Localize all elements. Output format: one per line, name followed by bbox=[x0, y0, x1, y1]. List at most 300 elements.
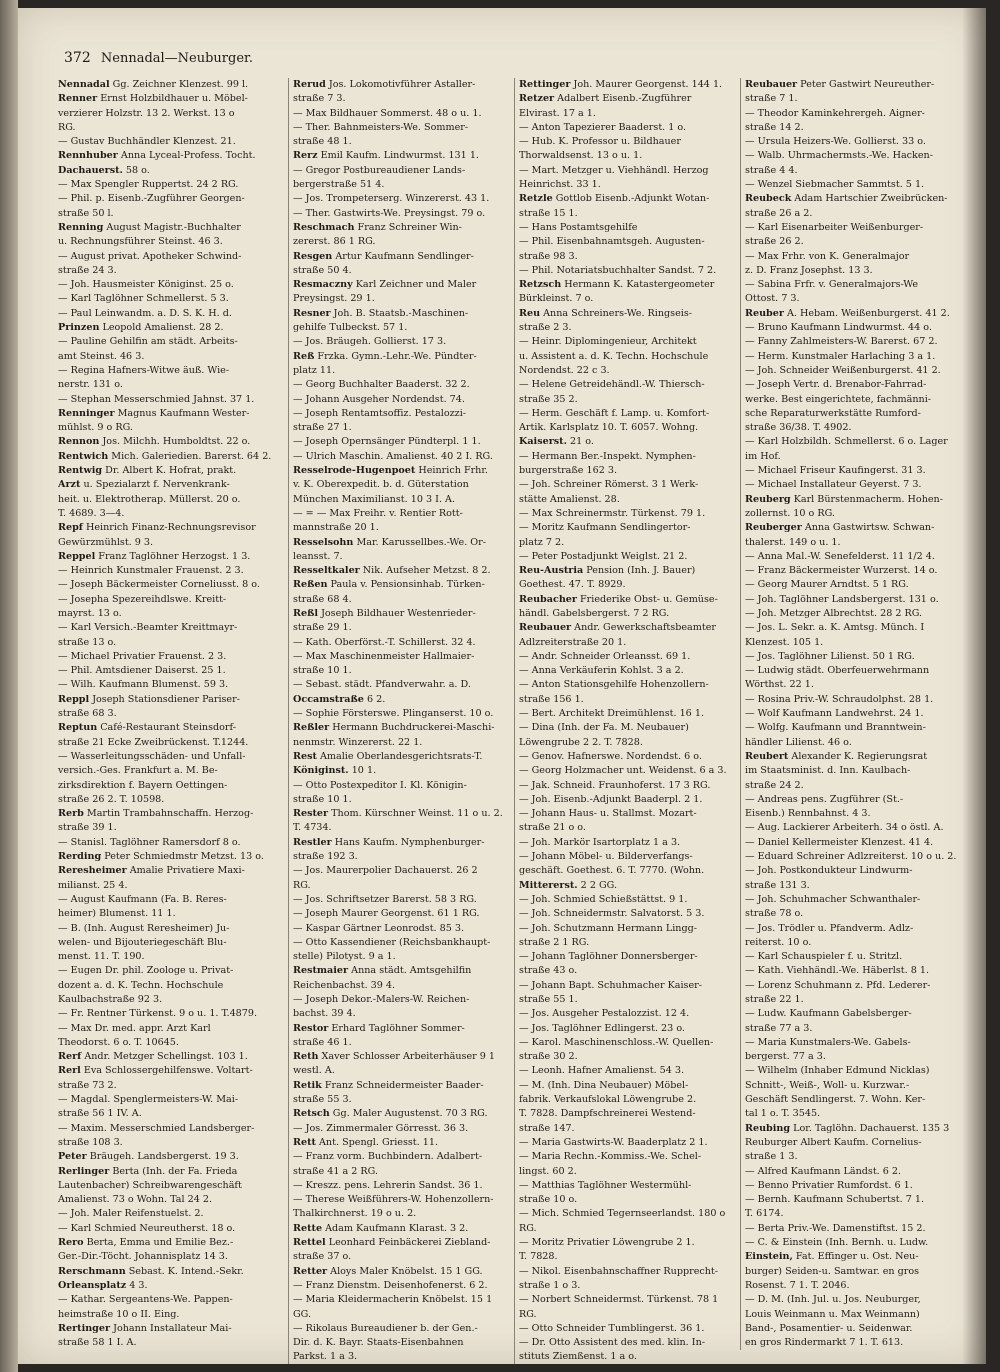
directory-entry: T. 7828. Dampfschreinerei Westend- bbox=[519, 1108, 696, 1120]
directory-entry: Reuber A. Hebam. Weißenburgerst. 41 2. bbox=[745, 307, 950, 319]
directory-entry: — Maria Rechn.-Kommiss.-We. Schel- bbox=[519, 1151, 702, 1163]
directory-entry: — Karl Schauspieler f. u. Stritzl. bbox=[745, 951, 903, 963]
directory-entry: Prinzen Leopold Amalienst. 28 2. bbox=[58, 322, 224, 334]
directory-entry: straße 2 3. bbox=[519, 322, 572, 334]
directory-entry: — Bert. Architekt Dreimühlenst. 16 1. bbox=[519, 708, 704, 720]
directory-entry: Retsch Gg. Maler Augustenst. 70 3 RG. bbox=[293, 1108, 488, 1120]
directory-entry: — Genov. Hafnerswe. Nordendst. 6 o. bbox=[519, 750, 702, 762]
directory-entry: — D. M. (Inh. Jul. u. Jos. Neuburger, bbox=[745, 1294, 921, 1306]
directory-entry: Rerf Andr. Metzger Schellingst. 103 1. bbox=[58, 1051, 248, 1063]
directory-entry: Rettinger Joh. Maurer Georgenst. 144 1. bbox=[519, 79, 723, 90]
directory-entry: en gros Rindermarkt 7 1. T. 613. bbox=[745, 1337, 904, 1349]
page-header bbox=[64, 50, 253, 66]
page-number: 372 bbox=[64, 50, 91, 66]
directory-entry: bergerst. 77 a 3. bbox=[745, 1051, 826, 1063]
directory-entry: Resner Joh. B. Staatsb.-Maschinen- bbox=[293, 307, 469, 319]
directory-entry: Reubing Lor. Taglöhn. Dachauerst. 135 3 bbox=[745, 1122, 950, 1134]
directory-entry: Retzer Adalbert Eisenb.-Zugführer bbox=[519, 93, 692, 105]
directory-entry: Heinrichst. 33 1. bbox=[519, 179, 601, 191]
directory-entry: straße 50 4. bbox=[293, 264, 352, 276]
directory-entry: — Hans Postamtsgehilfe bbox=[519, 221, 638, 233]
directory-entry: mühlst. 9 o RG. bbox=[58, 422, 133, 434]
directory-entry: Rest Amalie Oberlandesgerichtsrats-T. bbox=[293, 750, 483, 762]
directory-entry: tal 1 o. T. 3545. bbox=[745, 1108, 821, 1120]
directory-entry: Rette Adam Kaufmann Klarast. 3 2. bbox=[293, 1222, 469, 1234]
directory-column-3 bbox=[514, 78, 741, 1364]
directory-entry: Adlzreiterstraße 20 1. bbox=[519, 636, 627, 648]
directory-entry: — Rikolaus Bureaudiener b. der Gen.- bbox=[293, 1322, 478, 1334]
directory-entry: Arzt u. Spezialarzt f. Nervenkrank- bbox=[58, 479, 230, 491]
directory-entry: — Georg Maurer Arndtst. 5 1 RG. bbox=[745, 579, 909, 591]
directory-entry: — Karl Holzbildh. Schmellerst. 6 o. Lager bbox=[745, 436, 948, 448]
directory-entry: — Michael Friseur Kaufingerst. 31 3. bbox=[745, 465, 926, 477]
directory-entry: Thalkirchnerst. 19 o u. 2. bbox=[293, 1208, 417, 1220]
directory-page bbox=[18, 8, 986, 1364]
directory-entry: — Max Spengler Ruppertst. 24 2 RG. bbox=[58, 179, 239, 191]
directory-entry: — Bruno Kaufmann Lindwurmst. 44 o. bbox=[745, 322, 932, 334]
directory-entry: heimstraße 10 o II. Eing. bbox=[58, 1308, 180, 1320]
directory-entry: straße 68 3. bbox=[58, 708, 117, 720]
directory-entry: Rentwig Dr. Albert K. Hofrat, prakt. bbox=[58, 465, 237, 477]
directory-entry: Renning August Magistr.-Buchhalter bbox=[58, 221, 241, 233]
directory-entry: Klenzest. 105 1. bbox=[745, 636, 824, 648]
directory-entry: u. Rechnungsführer Steinst. 46 3. bbox=[58, 236, 223, 248]
directory-entry: — Johann Taglöhner Donnersberger- bbox=[519, 951, 698, 963]
directory-entry: gehilfe Tulbeckst. 57 1. bbox=[293, 322, 408, 334]
directory-entry: — Karl Schmied Neureutherst. 18 o. bbox=[58, 1222, 236, 1234]
directory-entry: straße 27 1. bbox=[293, 422, 352, 434]
directory-entry: Restler Hans Kaufm. Nymphenburger- bbox=[293, 836, 485, 848]
directory-entry: — Karol. Maschinenschloss.-W. Quellen- bbox=[519, 1036, 714, 1048]
book-spine bbox=[0, 0, 18, 1372]
directory-entry: Rerlinger Berta (Inh. der Fa. Frieda bbox=[58, 1165, 238, 1177]
directory-entry: Rennhuber Anna Lyceal-Profess. Tocht. bbox=[58, 150, 256, 162]
directory-entry: Reßen Paula v. Pensionsinhab. Türken- bbox=[293, 579, 485, 591]
directory-entry: Rosenst. 7 1. T. 2046. bbox=[745, 1279, 850, 1291]
directory-entry: — Moritz Kaufmann Sendlingertor- bbox=[519, 522, 691, 534]
directory-entry: — Pauline Gehilfin am städt. Arbeits- bbox=[58, 336, 238, 348]
directory-entry: — Magdal. Spenglermeisters-W. Mai- bbox=[58, 1094, 239, 1106]
directory-entry: Rentwich Mich. Galeriedien. Barerst. 64 2. bbox=[58, 450, 272, 462]
directory-entry: — Norbert Schneidermst. Türkenst. 78 1 bbox=[519, 1294, 719, 1306]
directory-entry: — Maria Kunstmalers-We. Gabels- bbox=[745, 1036, 911, 1048]
directory-entry: geschäft. Goethest. 6. T. 7770. (Wohn. bbox=[519, 865, 705, 877]
directory-entry: — Johann Möbel- u. Bilderverfangs- bbox=[519, 851, 693, 863]
page-edge-shadow bbox=[962, 8, 986, 1364]
directory-entry: Löwengrube 2 2. T. 7828. bbox=[519, 736, 643, 748]
directory-entry: reiterst. 10 o. bbox=[745, 936, 812, 948]
directory-entry: straße 4 4. bbox=[745, 164, 798, 176]
directory-entry: straße 26 2. bbox=[745, 236, 804, 248]
directory-entry: Reubacher Friederike Obst- u. Gemüse- bbox=[519, 593, 718, 605]
directory-entry: — Ludwig städt. Oberfeuerwehrmann bbox=[745, 665, 930, 677]
directory-entry: Nordendst. 22 c 3. bbox=[519, 364, 610, 376]
directory-entry: — Anton Tapezierer Baaderst. 1 o. bbox=[519, 121, 687, 133]
directory-entry: straße 131 3. bbox=[745, 879, 810, 891]
directory-entry: straße 14 2. bbox=[745, 121, 804, 133]
directory-entry: — Maria Gastwirts-W. Baaderplatz 2 1. bbox=[519, 1136, 708, 1148]
directory-entry: Reuburger Albert Kaufm. Cornelius- bbox=[745, 1136, 922, 1148]
directory-entry: straße 55 3. bbox=[293, 1094, 352, 1106]
directory-entry: — Wolf Kaufmann Landwehrst. 24 1. bbox=[745, 708, 924, 720]
directory-entry: Restmaier Anna städt. Amtsgehilfin bbox=[293, 965, 472, 977]
directory-entry: — Bernh. Kaufmann Schubertst. 7 1. bbox=[745, 1194, 925, 1206]
directory-entry: RG. bbox=[58, 121, 76, 133]
directory-entry: — Eduard Schreiner Adlzreiterst. 10 o u. 2. bbox=[745, 851, 957, 863]
directory-entry: Reubauer Peter Gastwirt Neureuther- bbox=[745, 79, 935, 90]
directory-entry: Retzsch Hermann K. Katastergeometer bbox=[519, 279, 715, 291]
directory-entry: Amalienst. 73 o Wohn. Tal 24 2. bbox=[58, 1194, 213, 1206]
directory-entry: — Wasserleitungsschäden- und Unfall- bbox=[58, 750, 246, 762]
directory-entry: — Otto Schneider Tumblingerst. 36 1. bbox=[519, 1322, 705, 1334]
directory-entry: — Joseph Rentamtsoffiz. Pestalozzi- bbox=[293, 407, 467, 419]
directory-entry: Resselsohn Mar. Karussellbes.-We. Or- bbox=[293, 536, 486, 548]
directory-entry: — Johann Bapt. Schuhmacher Kaiser- bbox=[519, 979, 702, 991]
directory-entry: Rerud Jos. Lokomotivführer Astaller- bbox=[293, 79, 476, 90]
directory-entry: straße 36/38. T. 4902. bbox=[745, 422, 852, 434]
directory-entry: straße 26 2. T. 10598. bbox=[58, 793, 165, 805]
directory-entry: — Franz vorm. Buchbindern. Adalbert- bbox=[293, 1151, 483, 1163]
directory-entry: straße 48 1. bbox=[293, 136, 352, 148]
directory-entry: Ottost. 7 3. bbox=[745, 293, 800, 305]
directory-entry: Ger.-Dir.-Töcht. Johannisplatz 14 3. bbox=[58, 1251, 228, 1263]
directory-entry: Orleansplatz 4 3. bbox=[58, 1279, 148, 1291]
directory-entry: — Gustav Buchhändler Klenzest. 21. bbox=[58, 136, 236, 148]
directory-entry: bachst. 39 4. bbox=[293, 1008, 356, 1020]
directory-entry: händl. Gabelsbergerst. 7 2 RG. bbox=[519, 607, 670, 619]
directory-entry: — Kaspar Gärtner Leonrodst. 85 3. bbox=[293, 922, 465, 934]
directory-entry: werke. Best eingerichtete, fachmänni- bbox=[745, 393, 932, 405]
directory-entry: straße 10 1. bbox=[293, 793, 352, 805]
directory-entry: u. Assistent a. d. K. Techn. Hochschule bbox=[519, 350, 709, 362]
directory-entry: mayrst. 13 o. bbox=[58, 607, 122, 619]
directory-entry: straße 7 1. bbox=[745, 93, 798, 105]
directory-entry: straße 147. bbox=[519, 1122, 575, 1134]
directory-entry: — Jos. Taglöhner Lilienst. 50 1 RG. bbox=[745, 650, 915, 662]
directory-entry: — Joseph Dekor.-Malers-W. Reichen- bbox=[293, 994, 470, 1005]
directory-entry: straße 13 o. bbox=[58, 636, 117, 648]
directory-entry: Preysingst. 29 1. bbox=[293, 293, 375, 305]
directory-entry: — Maria Kleidermacherin Knöbelst. 15 1 bbox=[293, 1294, 493, 1306]
directory-entry: T. 7828. bbox=[519, 1251, 558, 1263]
directory-entry: — Joseph Bäckermeister Corneliusst. 8 o. bbox=[58, 579, 260, 591]
directory-entry: fabrik. Verkaufslokal Löwengrube 2. bbox=[519, 1094, 697, 1106]
directory-entry: — Sophie Försterswe. Plinganserst. 10 o. bbox=[293, 708, 494, 720]
directory-entry: Reu Anna Schreiners-We. Ringseis- bbox=[519, 307, 693, 319]
directory-entry: — Phil. Amtsdiener Daiserst. 25 1. bbox=[58, 665, 226, 677]
directory-entry: — Michael Privatier Frauenst. 2 3. bbox=[58, 650, 227, 662]
directory-entry: — Fr. Rentner Türkenst. 9 o u. 1. T.4879. bbox=[58, 1008, 258, 1020]
directory-entry: — Ulrich Maschin. Amalienst. 40 2 I. RG. bbox=[293, 450, 493, 462]
directory-entry: — B. (Inh. August Reresheimer) Ju- bbox=[58, 922, 230, 934]
directory-entry: Retzle Gottlob Eisenb.-Adjunkt Wotan- bbox=[519, 193, 710, 205]
directory-entry: — Paul Leinwandm. a. D. S. K. H. d. bbox=[58, 307, 232, 319]
directory-entry: — Mich. Schmied Tegernseerlandst. 180 o bbox=[519, 1208, 726, 1220]
directory-entry: Renninger Magnus Kaufmann Wester- bbox=[58, 407, 250, 419]
directory-entry: — Kath. Viehhändl.-We. Häberlst. 8 1. bbox=[745, 965, 929, 977]
directory-entry: — Heinr. Diplomingenieur, Architekt bbox=[519, 336, 697, 348]
directory-entry: Kaulbachstraße 92 3. bbox=[58, 994, 163, 1005]
directory-entry: Bürkleinst. 7 o. bbox=[519, 293, 594, 305]
directory-entry: — = — Max Freihr. v. Rentier Rott- bbox=[293, 507, 463, 519]
directory-entry: — Matthias Taglöhner Westermühl- bbox=[519, 1179, 692, 1191]
directory-entry: amt Steinst. 46 3. bbox=[58, 350, 145, 362]
directory-entry: Reichenbachst. 39 4. bbox=[293, 979, 396, 991]
directory-entry: — Sabina Frfr. v. Generalmajors-We bbox=[745, 279, 919, 291]
directory-entry: versich.-Ges. Frankfurt a. M. Be- bbox=[58, 765, 218, 777]
directory-entry: — Lorenz Schuhmann z. Pfd. Lederer- bbox=[745, 979, 931, 991]
directory-entry: straße 24 2. bbox=[745, 779, 804, 791]
directory-entry: Restor Erhard Taglöhner Sommer- bbox=[293, 1022, 465, 1034]
directory-entry: — C. & Einstein (Inh. Bernh. u. Ludw. bbox=[745, 1237, 929, 1249]
directory-entry: — Sebast. städt. Pfandverwahr. a. D. bbox=[293, 679, 471, 691]
directory-entry: Thorwaldsenst. 13 o u. 1. bbox=[519, 150, 643, 162]
directory-entry: — Heinrich Kunstmaler Frauenst. 2 3. bbox=[58, 565, 244, 577]
directory-entry: nenmstr. Winzererst. 22 1. bbox=[293, 736, 423, 748]
directory-entry: straße 24 3. bbox=[58, 264, 117, 276]
directory-entry: Artik. Karlsplatz 10. T. 6057. Wohng. bbox=[519, 422, 699, 434]
directory-entry: — Franz Dienstm. Deisenhofenerst. 6 2. bbox=[293, 1279, 488, 1291]
directory-entry: Reppl Joseph Stationsdiener Pariser- bbox=[58, 693, 240, 705]
directory-entry: straße 46 1. bbox=[293, 1036, 352, 1048]
directory-entry: Reptun Café-Restaurant Steinsdorf- bbox=[58, 722, 236, 734]
directory-entry: Gewürzmühlst. 9 3. bbox=[58, 536, 154, 548]
directory-entry: RG. bbox=[519, 1222, 537, 1234]
directory-entry: — Jos. Zimmermaler Görresst. 36 3. bbox=[293, 1122, 469, 1134]
directory-entry: Reubeck Adam Hartschier Zweibrücken- bbox=[745, 193, 948, 205]
directory-entry: Resseltkaler Nik. Aufseher Metzst. 8 2. bbox=[293, 565, 491, 577]
directory-entry: — Joseph Vertr. d. Brenabor-Fahrrad- bbox=[745, 379, 927, 391]
directory-entry: Louis Weinmann u. Max Weinmann) bbox=[745, 1308, 920, 1320]
directory-entry: Dachauerst. 58 o. bbox=[58, 164, 150, 176]
directory-entry: Peter Bräugeh. Landsbergerst. 19 3. bbox=[58, 1151, 239, 1163]
directory-entry: Rester Thom. Kürschner Weinst. 11 o u. 2. bbox=[293, 808, 503, 820]
directory-entry: Dir. d. K. Bayr. Staats-Eisenbahnen bbox=[293, 1337, 464, 1349]
directory-entry: leansst. 7. bbox=[293, 550, 343, 562]
directory-entry: Rertinger Johann Installateur Mai- bbox=[58, 1322, 232, 1334]
directory-entry: — Phil. Notariatsbuchhalter Sandst. 7 2. bbox=[519, 264, 717, 276]
directory-entry: stituts Ziemßenst. 1 a o. bbox=[519, 1351, 637, 1363]
directory-entry: Reu-Austria Pension (Inh. J. Bauer) bbox=[519, 565, 696, 577]
directory-entry: straße 56 1 IV. A. bbox=[58, 1108, 142, 1120]
directory-entry: — Jos. L. Sekr. a. K. Amtsg. Münch. I bbox=[745, 622, 925, 634]
directory-entry: — Herm. Geschäft f. Lamp. u. Komfort- bbox=[519, 407, 710, 419]
directory-entry: — Theodor Kaminkehrergeh. Aigner- bbox=[745, 107, 925, 119]
directory-entry: — Joh. Schutzmann Hermann Lingg- bbox=[519, 922, 697, 934]
directory-entry: — Michael Installateur Geyerst. 7 3. bbox=[745, 479, 922, 491]
directory-entry: Reßler Hermann Buchdruckerei-Maschi- bbox=[293, 722, 495, 734]
directory-entry: — Dina (Inh. der Fa. M. Neubauer) bbox=[519, 722, 689, 734]
directory-entry: straße 1 3. bbox=[745, 1151, 798, 1163]
directory-entry: straße 192 3. bbox=[293, 851, 358, 863]
directory-entry: — Regina Hafners-Witwe äuß. Wie- bbox=[58, 364, 230, 376]
directory-entry: — Joh. Postkondukteur Lindwurm- bbox=[745, 865, 913, 877]
directory-entry: Rerb Martin Trambahnschaffn. Herzog- bbox=[58, 808, 254, 820]
directory-entry: — August Kaufmann (Fa. B. Reres- bbox=[58, 893, 227, 905]
directory-entry: straße 26 a 2. bbox=[745, 207, 813, 219]
directory-entry: zirksdirektion f. Bayern Oettingen- bbox=[58, 779, 228, 791]
directory-entry: — Therese Weißführers-W. Hohenzollern- bbox=[293, 1194, 494, 1206]
directory-entry: Goethest. 47. T. 8929. bbox=[519, 579, 626, 591]
directory-entry: Reß Frzka. Gymn.-Lehr.-We. Pündter- bbox=[293, 350, 477, 362]
directory-entry: — Jos. Schriftsetzer Barerst. 58 3 RG. bbox=[293, 893, 477, 905]
directory-entry: straße 2 1 RG. bbox=[519, 936, 590, 948]
directory-entry: Eisenb.) Rennbahnst. 4 3. bbox=[745, 808, 871, 820]
directory-entry: welen- und Bijouteriegeschäft Blu- bbox=[58, 936, 227, 948]
directory-entry: straße 21 Ecke Zweibrückenst. T.1244. bbox=[58, 736, 249, 748]
directory-entry: — Jos. Ausgeher Pestalozzist. 12 4. bbox=[519, 1008, 690, 1020]
directory-entry: straße 55 1. bbox=[519, 994, 578, 1005]
directory-entry: Rennon Jos. Milchh. Humboldtst. 22 o. bbox=[58, 436, 251, 448]
directory-entry: burger) Seiden-u. Samtwar. en gros bbox=[745, 1265, 920, 1277]
directory-entry: — Dr. Otto Assistent des med. klin. In- bbox=[519, 1337, 705, 1349]
directory-entry: straße 15 1. bbox=[519, 207, 578, 219]
directory-entry: straße 78 o. bbox=[745, 908, 804, 920]
directory-entry: — Joh. Schneider Weißenburgerst. 41 2. bbox=[745, 364, 941, 376]
directory-entry: — Jak. Schneid. Fraunhoferst. 17 3 RG. bbox=[519, 779, 711, 791]
directory-entry: straße 41 a 2 RG. bbox=[293, 1165, 378, 1177]
directory-entry: lingst. 60 2. bbox=[519, 1165, 577, 1177]
directory-entry: — Jos. Trompeterserg. Winzererst. 43 1. bbox=[293, 193, 490, 205]
directory-entry: — Alfred Kaufmann Ländst. 6 2. bbox=[745, 1165, 902, 1177]
directory-entry: Reschmach Franz Schreiner Win- bbox=[293, 221, 462, 233]
directory-entry: — Jos. Maurerpolier Dachauerst. 26 2 bbox=[293, 865, 478, 877]
directory-entry: — Anna Verkäuferin Kohlst. 3 a 2. bbox=[519, 665, 684, 677]
directory-entry: — Phil. p. Eisenb.-Zugführer Georgen- bbox=[58, 193, 245, 205]
directory-entry: straße 39 1. bbox=[58, 822, 117, 834]
directory-entry: — Ursula Heizers-We. Gollierst. 33 o. bbox=[745, 136, 926, 148]
directory-entry: — Phil. Eisenbahnamtsgeh. Augusten- bbox=[519, 236, 705, 248]
directory-entry: — Johann Ausgeher Nordendst. 74. bbox=[293, 393, 465, 405]
directory-entry: — Joh. Schuhmacher Schwanthaler- bbox=[745, 893, 921, 905]
directory-entry: straße 50 l. bbox=[58, 207, 114, 219]
directory-entry: — Leonh. Hafner Amalienst. 54 3. bbox=[519, 1065, 685, 1077]
directory-entry: Rero Berta, Emma und Emilie Bez.- bbox=[58, 1237, 234, 1249]
directory-entry: Einstein, Fat. Effinger u. Ost. Neu- bbox=[745, 1251, 919, 1263]
directory-entry: Lautenbacher) Schreibwarengeschäft bbox=[58, 1179, 242, 1191]
directory-entry: — Nikol. Eisenbahnschaffner Rupprecht- bbox=[519, 1265, 719, 1277]
directory-entry: straße 108 3. bbox=[58, 1136, 123, 1148]
directory-entry: v. K. Oberexpedit. b. d. Güterstation bbox=[293, 479, 469, 491]
directory-entry: — Herm. Kunstmaler Harlaching 3 a 1. bbox=[745, 350, 936, 362]
directory-entry: — Georg Holzmacher unt. Weidenst. 6 a 3. bbox=[519, 765, 727, 777]
directory-entry: — Daniel Kellermeister Klenzest. 41 4. bbox=[745, 836, 934, 848]
directory-entry: — Moritz Privatier Löwengrube 2 1. bbox=[519, 1237, 695, 1249]
directory-entry: straße 10 1. bbox=[293, 665, 352, 677]
directory-entry: GG. bbox=[293, 1308, 312, 1320]
directory-entry: bergerstraße 51 4. bbox=[293, 179, 385, 191]
directory-column-4 bbox=[740, 78, 967, 1350]
directory-entry: — Joh. Schmied Schießstättst. 9 1. bbox=[519, 893, 688, 905]
directory-entry: — Andr. Schneider Orleansst. 69 1. bbox=[519, 650, 691, 662]
directory-entry: Occamstraße 6 2. bbox=[293, 693, 386, 705]
directory-entry: — Otto Postexpeditor I. Kl. Königin- bbox=[293, 779, 467, 791]
directory-entry: straße 58 1 I. A. bbox=[58, 1337, 137, 1349]
directory-entry: Rerl Eva Schlossergehilfenswe. Voltart- bbox=[58, 1065, 253, 1077]
directory-entry: — Georg Buchhalter Baaderst. 32 2. bbox=[293, 379, 470, 391]
directory-entry: Königinst. 10 1. bbox=[293, 765, 377, 777]
directory-entry: — Berta Priv.-We. Damenstiftst. 15 2. bbox=[745, 1222, 926, 1234]
directory-entry: sche Reparaturwerkstätte Rumford- bbox=[745, 407, 921, 419]
directory-entry: Elvirast. 17 a 1. bbox=[519, 107, 596, 119]
directory-entry: thalerst. 149 o u. 1. bbox=[745, 536, 841, 548]
directory-entry: RG. bbox=[519, 1308, 537, 1320]
directory-entry: — Aug. Lackierer Arbeiterh. 34 o östl. A. bbox=[745, 822, 944, 834]
directory-entry: — Peter Postadjunkt Weiglst. 21 2. bbox=[519, 550, 688, 562]
directory-entry: menst. 11. T. 190. bbox=[58, 951, 145, 963]
directory-entry: Renner Ernst Holzbildhauer u. Möbel- bbox=[58, 93, 248, 105]
directory-entry: — Mart. Metzger u. Viehhändl. Herzog bbox=[519, 164, 709, 176]
directory-entry: straße 1 o 3. bbox=[519, 1279, 581, 1291]
directory-entry: — Joseph Opernsänger Pündterpl. 1 1. bbox=[293, 436, 481, 448]
directory-entry: stätte Amalienst. 28. bbox=[519, 493, 620, 505]
directory-entry: — M. (Inh. Dina Neubauer) Möbel- bbox=[519, 1079, 689, 1091]
directory-entry: T. 4734. bbox=[293, 822, 332, 834]
directory-entry: milianst. 25 4. bbox=[58, 879, 128, 891]
directory-entry: — Wenzel Siebmacher Sammtst. 5 1. bbox=[745, 179, 925, 191]
directory-entry: platz 11. bbox=[293, 364, 336, 376]
directory-entry: — Gregor Postbureaudiener Lands- bbox=[293, 164, 466, 176]
directory-entry: — Kreszz. pens. Lehrerin Sandst. 36 1. bbox=[293, 1179, 483, 1191]
directory-entry: händler Lilienst. 46 o. bbox=[745, 736, 852, 748]
directory-entry: — Johann Haus- u. Stallmst. Mozart- bbox=[519, 808, 697, 820]
directory-entry: — Andreas pens. Zugführer (St.- bbox=[745, 793, 904, 805]
directory-entry: im Staatsminist. d. Inn. Kaulbach- bbox=[745, 765, 911, 777]
directory-entry: — Rosina Priv.-W. Schraudolphst. 28 1. bbox=[745, 693, 934, 705]
directory-entry: heit. u. Elektrotherap. Müllerst. 20 o. bbox=[58, 493, 241, 505]
directory-entry: — Eugen Dr. phil. Zoologe u. Privat- bbox=[58, 965, 234, 977]
directory-entry: — Jos. Taglöhner Edlingerst. 23 o. bbox=[519, 1022, 685, 1034]
directory-entry: Resselrode-Hugenpoet Heinrich Frhr. bbox=[293, 465, 488, 477]
directory-entry: Rettel Leonhard Feinbäckerei Ziebland- bbox=[293, 1237, 491, 1249]
directory-entry: — Hermann Ber.-Inspekt. Nymphen- bbox=[519, 450, 696, 462]
directory-entry: straße 68 4. bbox=[293, 593, 352, 605]
directory-entry: straße 35 2. bbox=[519, 393, 578, 405]
directory-entry: — Joh. Metzger Albrechtst. 28 2 RG. bbox=[745, 607, 923, 619]
directory-entry: — Joseph Maurer Georgenst. 61 1 RG. bbox=[293, 908, 480, 920]
directory-entry: — Ther. Bahnmeisters-We. Sommer- bbox=[293, 121, 469, 133]
directory-entry: Rerschmann Sebast. K. Intend.-Sekr. bbox=[58, 1265, 244, 1277]
directory-entry: — Max Frhr. von K. Generalmajor bbox=[745, 250, 910, 262]
directory-entry: straße 37 o. bbox=[293, 1251, 352, 1263]
directory-entry: — Franz Bäckermeister Wurzerst. 14 o. bbox=[745, 565, 938, 577]
directory-entry: — Stephan Messerschmied Jahnst. 37 1. bbox=[58, 393, 255, 405]
directory-entry: straße 7 3. bbox=[293, 93, 346, 105]
directory-entry: — Maxim. Messerschmied Landsberger- bbox=[58, 1122, 255, 1134]
directory-entry: — Karl Taglöhner Schmellerst. 5 3. bbox=[58, 293, 229, 305]
directory-entry: straße 98 3. bbox=[519, 250, 578, 262]
directory-entry: straße 77 a 3. bbox=[745, 1022, 813, 1034]
directory-entry: Reth Xaver Schlosser Arbeiterhäuser 9 1 bbox=[293, 1051, 496, 1063]
directory-entry: im Hof. bbox=[745, 450, 781, 462]
directory-entry: — Max Maschinenmeister Hallmaier- bbox=[293, 650, 475, 662]
directory-entry: straße 156 1. bbox=[519, 693, 584, 705]
directory-entry: mannstraße 20 1. bbox=[293, 522, 379, 534]
directory-entry: — Karl Versich.-Beamter Kreittmayr- bbox=[58, 622, 238, 634]
directory-column-1 bbox=[58, 78, 280, 1350]
directory-entry: Geschäft Sendlingerst. 7. Wohn. Ker- bbox=[745, 1094, 926, 1106]
directory-entry: Reubert Alexander K. Regierungsrat bbox=[745, 750, 928, 762]
directory-entry: Reresheimer Amalie Privatiere Maxi- bbox=[58, 865, 245, 877]
directory-entry: — Ther. Gastwirts-We. Preysingst. 79 o. bbox=[293, 207, 486, 219]
directory-entry: Schnitt-, Weiß-, Woll- u. Kurzwar.- bbox=[745, 1079, 910, 1091]
directory-entry: Theodorst. 6 o. T. 10645. bbox=[58, 1036, 179, 1048]
directory-entry: — Max Schreinermstr. Türkenst. 79 1. bbox=[519, 507, 706, 519]
directory-entry: Nennadal Gg. Zeichner Klenzest. 99 l. bbox=[58, 79, 249, 90]
directory-entry: — Max Bildhauer Sommerst. 48 o u. 1. bbox=[293, 107, 482, 119]
directory-entry: straße 22 1. bbox=[745, 994, 804, 1005]
directory-entry: straße 21 o o. bbox=[519, 822, 586, 834]
